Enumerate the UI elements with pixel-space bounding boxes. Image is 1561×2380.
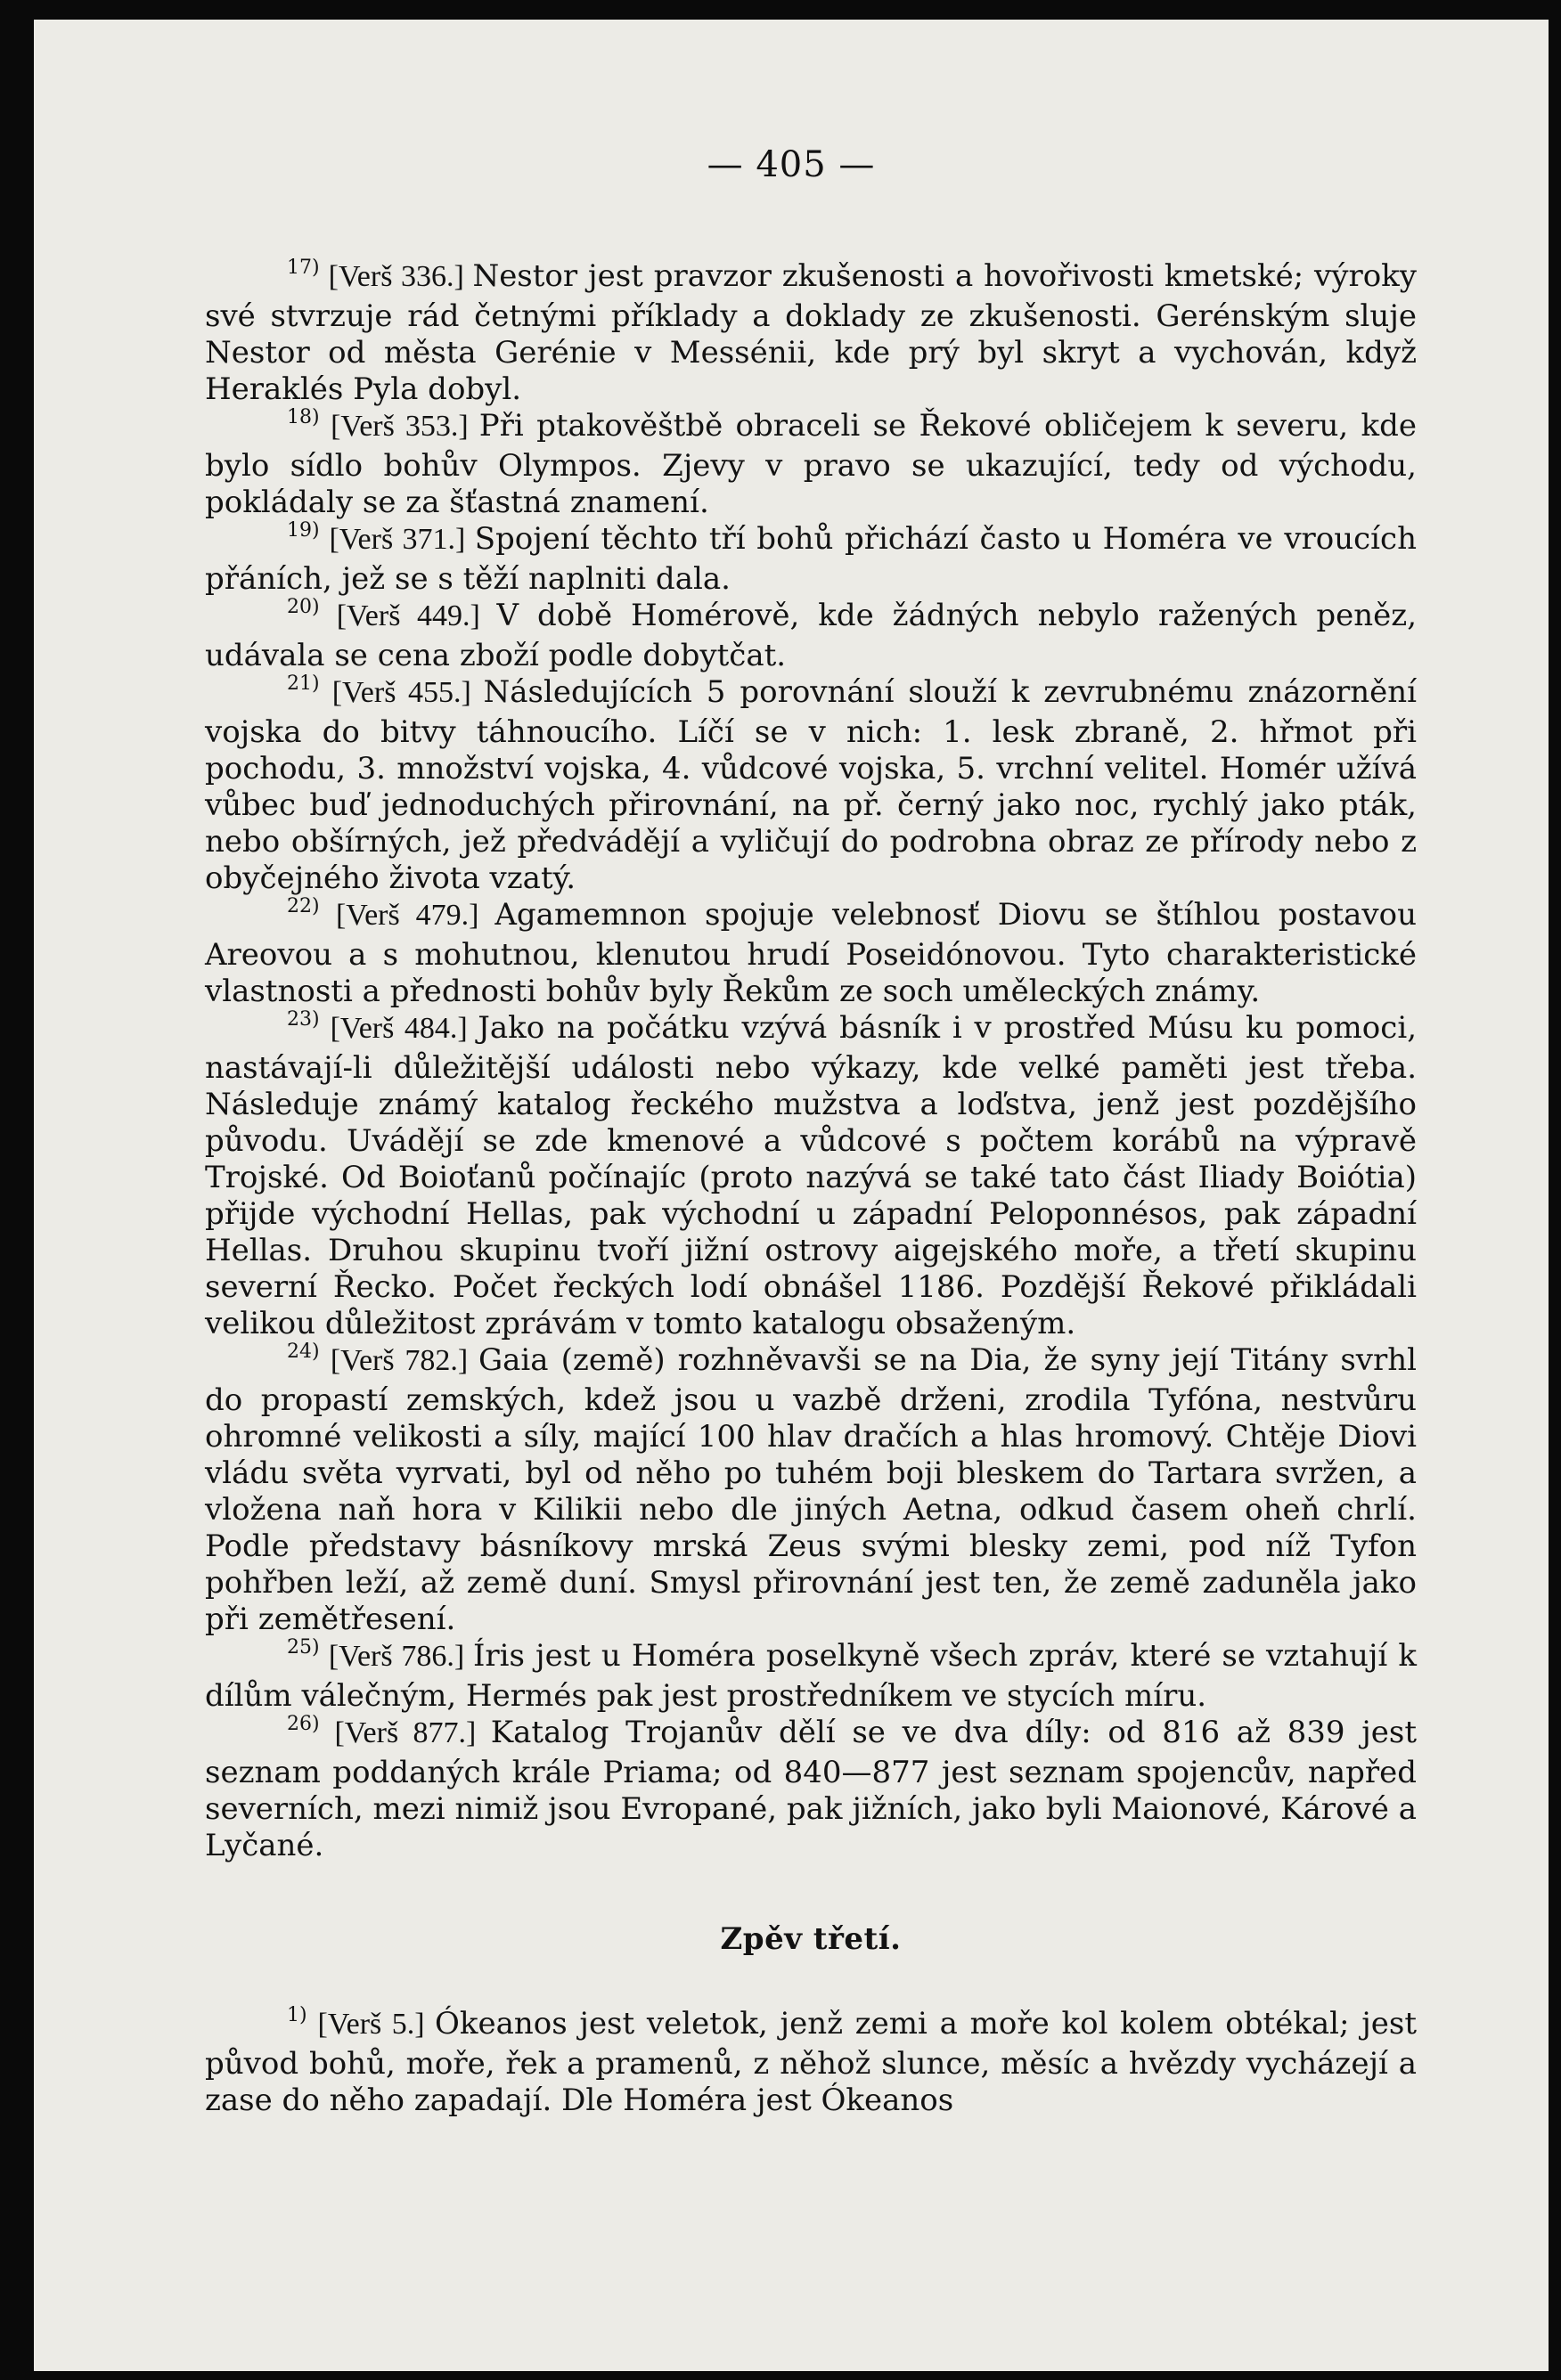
verse-reference: [Verš 336.] bbox=[328, 260, 473, 293]
verse-reference: [Verš 877.] bbox=[334, 1716, 491, 1749]
footnote-marker: 20) bbox=[287, 596, 335, 618]
footnote-text: Gaia (země) rozhněvavši se na Dia, že syny její Titány svrhl do propastí zemských, kdež jsou u vazbě drženi, zrodila Tyfóna, nestvůru ohromné velikosti a síly, mající 100 hlav dračích a hlas hromový. Chtěje Diovi vládu světa vyrvati, byl od něho po tuhém boji bleskem do Tartara svržen, a vložena naň hora v Kilikii nebo dle jiných Aetna, odkud časem oheň chrlí. Podle představy básníkovy mrská Zeus svými blesky zemi, pod níž Tyfon pohřben leží, až země duní. Smysl přirovnání jest ten, že země zaduněla jako při zemětřesení. bbox=[205, 1342, 1418, 1637]
footnote-text: Nestor jest pravzor zkušenosti a hovořivosti kmetské; výroky své stvrzuje rád četnými příklady a doklady ze zkušenosti. Gerénským sluje Nestor od města Gerénie v Messénii, kde prý byl skryt a vychován, když Heraklés Pyla dobyl. bbox=[205, 258, 1417, 407]
footnote-21 bbox=[205, 674, 1417, 897]
footnote-23 bbox=[205, 1010, 1417, 1342]
footnote-marker: 24) bbox=[287, 1341, 329, 1363]
footnote-text: Jako na počátku vzývá básník i v prostřed Músu ku pomoci, nastávají-li důležitější události nebo výkazy, kde velké paměti jest třeba. Následuje známý katalog řeckého mužstva a loďstva, jenž jest pozdějšího původu. Uvádějí se zde kmenové a vůdcové s počtem korábů na výpravě Trojské. Od Boioťanů počínajíc (proto nazývá se také tato část Iliady Boiótia) přijde východní Hellas, pak východní u západní Peloponnésos, pak západní Hellas. Druhou skupinu tvoří jižní ostrovy aigejského moře, a třetí skupinu severní Řecko. Počet řeckých lodí obnášel 1186. Pozdější Řekové přikládali velikou důležitost zprávám v tomto katalogu obsaženým. bbox=[205, 1010, 1417, 1341]
footnote-marker: 19) bbox=[287, 519, 328, 542]
section-footnote-1 bbox=[205, 2006, 1417, 2119]
footnote-text: Ókeanos jest veletok, jenž zemi a moře kol kolem obtékal; jest původ bohů, moře, řek a pramenů, z něhož slunce, měsíc a hvězdy vycházejí a zase do něho zapadají. Dle Homéra jest Ókeanos bbox=[205, 2006, 1417, 2118]
footnote-19 bbox=[205, 521, 1417, 598]
footnote-text: Spojení těchto tří bohů přichází často u Homéra ve vroucích přáních, jež se s těží naplniti dala. bbox=[205, 521, 1417, 597]
footnote-text: Agamemnon spojuje velebnosť Diovu se štíhlou postavou Areovou a s mohutnou, klenutou hrudí Poseidónovou. Tyto charakteristické vlastnosti a přednosti bohův byly Řekům ze soch uměleckých známy. bbox=[205, 897, 1418, 1009]
footnote-text: Íris jest u Homéra poselkyně všech zpráv, které se vztahují k dílům válečným, Hermés pak jest prostředníkem ve stycích míru. bbox=[205, 1638, 1417, 1714]
verse-reference: [Verš 5.] bbox=[317, 2008, 435, 2041]
footnote-marker: 25) bbox=[287, 1636, 327, 1659]
verse-reference: [Verš 371.] bbox=[329, 523, 475, 556]
footnote-marker: 18) bbox=[287, 406, 330, 428]
footnote-marker: 21) bbox=[287, 672, 331, 695]
footnote-18 bbox=[205, 408, 1417, 521]
verse-reference: [Verš 479.] bbox=[335, 899, 495, 932]
footnote-marker: 26) bbox=[287, 1713, 333, 1735]
footnote-marker: 23) bbox=[287, 1008, 329, 1031]
footnote-marker: 22) bbox=[287, 895, 334, 917]
footnote-text: V době Homérově, kde žádných nebylo ražených peněz, udávala se cena zboží podle dobytčat. bbox=[205, 598, 1417, 673]
footnote-24 bbox=[205, 1342, 1417, 1638]
footnote-17 bbox=[205, 258, 1417, 408]
page-number: — 405 — bbox=[707, 144, 876, 185]
verse-reference: [Verš 455.] bbox=[331, 676, 484, 709]
verse-reference: [Verš 449.] bbox=[336, 599, 497, 632]
section-heading: Zpěv třetí. bbox=[720, 1921, 902, 1957]
verse-reference: [Verš 786.] bbox=[328, 1640, 473, 1673]
footnote-marker: 1) bbox=[287, 2004, 316, 2026]
verse-reference: [Verš 782.] bbox=[330, 1344, 478, 1377]
footnote-text: Při ptakověštbě obraceli se Řekové obličejem k severu, kde bylo sídlo bohův Olympos. Zjevy v pravo se ukazující, tedy od východu, pokládaly se za šťastná znamení. bbox=[205, 408, 1417, 520]
verse-reference: [Verš 484.] bbox=[330, 1012, 478, 1045]
footnote-20 bbox=[205, 598, 1417, 674]
footnote-25 bbox=[205, 1638, 1417, 1715]
footnote-26 bbox=[205, 1715, 1417, 1864]
book-page bbox=[34, 20, 1549, 2371]
footnote-text: Katalog Trojanův dělí se ve dva díly: od 816 až 839 jest seznam poddaných krále Priama; od 840—877 jest seznam spojencův, napřed severních, mezi nimiž jsou Evropané, pak jižních, jako byli Maionové, Kárové a Lyčané. bbox=[205, 1715, 1417, 1863]
verse-reference: [Verš 353.] bbox=[331, 410, 479, 443]
footnote-marker: 17) bbox=[287, 257, 327, 279]
footnote-22 bbox=[205, 897, 1417, 1010]
footnote-text: Následujících 5 porovnání slouží k zevrubnému znázornění vojska do bitvy táhnoucího. Líčí se v nich: 1. lesk zbraně, 2. hřmot při pochodu, 3. množství vojska, 4. vůdcové vojska, 5. vrchní velitel. Homér užívá vůbec buď jednoduchých přirovnání, na př. černý jako noc, rychlý jako pták, nebo obšírných, jež předvádějí a vyličují do podrobna obraz ze přírody nebo z obyčejného života vzatý. bbox=[205, 674, 1417, 896]
page-content bbox=[205, 258, 1417, 2119]
